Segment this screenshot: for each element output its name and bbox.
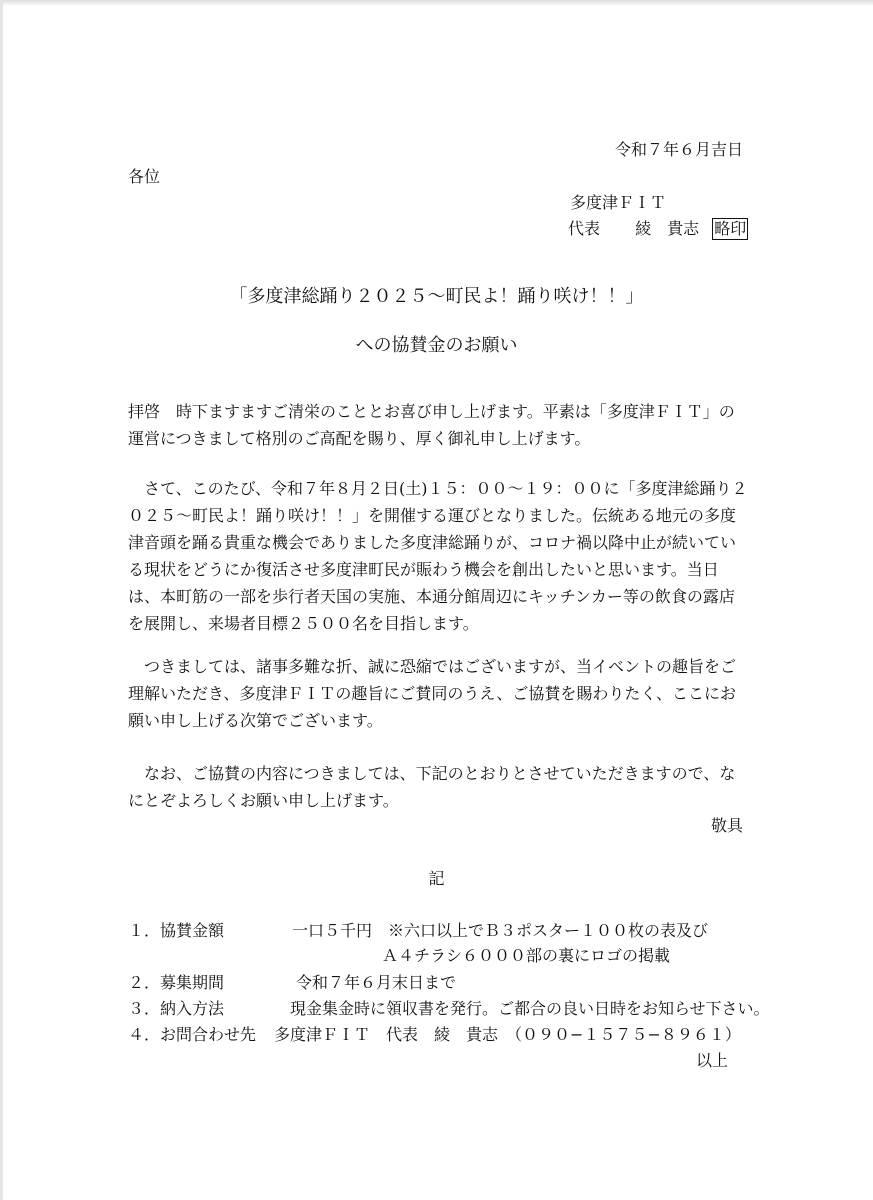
- detail-item-recruitment-period: [128, 970, 456, 993]
- detail-item-contact: [128, 1022, 741, 1045]
- item-value: 令和７年６月末日まで: [296, 973, 457, 992]
- details-heading: 記: [428, 869, 445, 888]
- representative-role: 代表: [568, 219, 601, 238]
- item-label: 募集期間: [160, 973, 225, 992]
- event-description-paragraph: さて、このたび、令和７年８月２日(土)１５：００〜１９：００に「多度津総踊り２０２５〜町民よ！踊り咲け！！」を開催する運びとなりました。伝統ある地元の多度津音頭を踊る貴重な機会でありました多度津総踊りが、コロナ禍以降中止が続いている現状をどうにか復活させ多度津町民が賑わう機会を創出したいと思います。当日は、本町筋の一部を歩行者天国の実施、本通分館周辺にキッチンカー等の飲食の露店を展開し、来場者目標２５００名を目指します。: [128, 479, 748, 633]
- item-value: 現金集金時に領収書を発行。ご都合の良い日時をお知らせ下さい。: [290, 999, 770, 1018]
- issue-date: 令和７年６月吉日: [614, 140, 743, 159]
- sender-organization: 多度津ＦＩＴ: [570, 193, 667, 212]
- sender-representative: [568, 216, 748, 240]
- page-top-edge: [0, 0, 873, 6]
- recipient: 各位: [128, 167, 161, 186]
- end-mark: 以上: [695, 1051, 728, 1070]
- item-number: ２．: [128, 973, 161, 992]
- item-label: 協賛金額: [160, 921, 225, 940]
- document-title: 「多度津総踊り２０２５〜町民よ！踊り咲け！！」: [229, 286, 644, 307]
- item-number: ３．: [128, 999, 161, 1018]
- item-label: 納入方法: [160, 999, 225, 1018]
- detail-item-sponsorship-amount: [128, 918, 708, 941]
- request-paragraph: つきましては、諸事多難な折、誠に恐縮ではございますが、当イベントの趣旨をご理解いただき、多度津ＦＩＴの趣旨にご賛同のうえ、ご協賛を賜わりたく、ここにお願い申し上げる次第でございます。: [128, 657, 737, 730]
- closing-word: 敬具: [710, 816, 743, 835]
- item-label: お問合わせ先: [160, 1025, 257, 1044]
- detail-item-sponsorship-amount-continued: Ａ４チラシ６０００部の裏にロゴの掲載: [382, 946, 671, 965]
- item-value: 一口５千円 ※六口以上でＢ３ポスター１００枚の表及び: [292, 921, 709, 940]
- page-left-edge: [0, 0, 3, 1200]
- document-subtitle: への協賛金のお願い: [355, 335, 518, 356]
- item-value: 多度津ＦＩＴ 代表 綾 貴志 （０９０−１５７５−８９６１）: [274, 1025, 741, 1044]
- representative-name: 綾 貴志: [635, 219, 700, 238]
- item-number: ４．: [128, 1025, 161, 1044]
- seal-stamp: 略印: [714, 219, 747, 238]
- item-number: １．: [128, 921, 161, 940]
- detail-item-payment-method: [128, 996, 770, 1019]
- closing-paragraph: なお、ご協賛の内容につきましては、下記のとおりとさせていただきますので、なにとぞよろしくお願い申し上げます。: [128, 764, 736, 810]
- greeting-paragraph: 拝啓 時下ますますご清栄のこととお喜び申し上げます。平素は「多度津ＦＩＴ」の運営につきまして格別のご高配を賜り、厚く御礼申し上げます。: [128, 402, 735, 448]
